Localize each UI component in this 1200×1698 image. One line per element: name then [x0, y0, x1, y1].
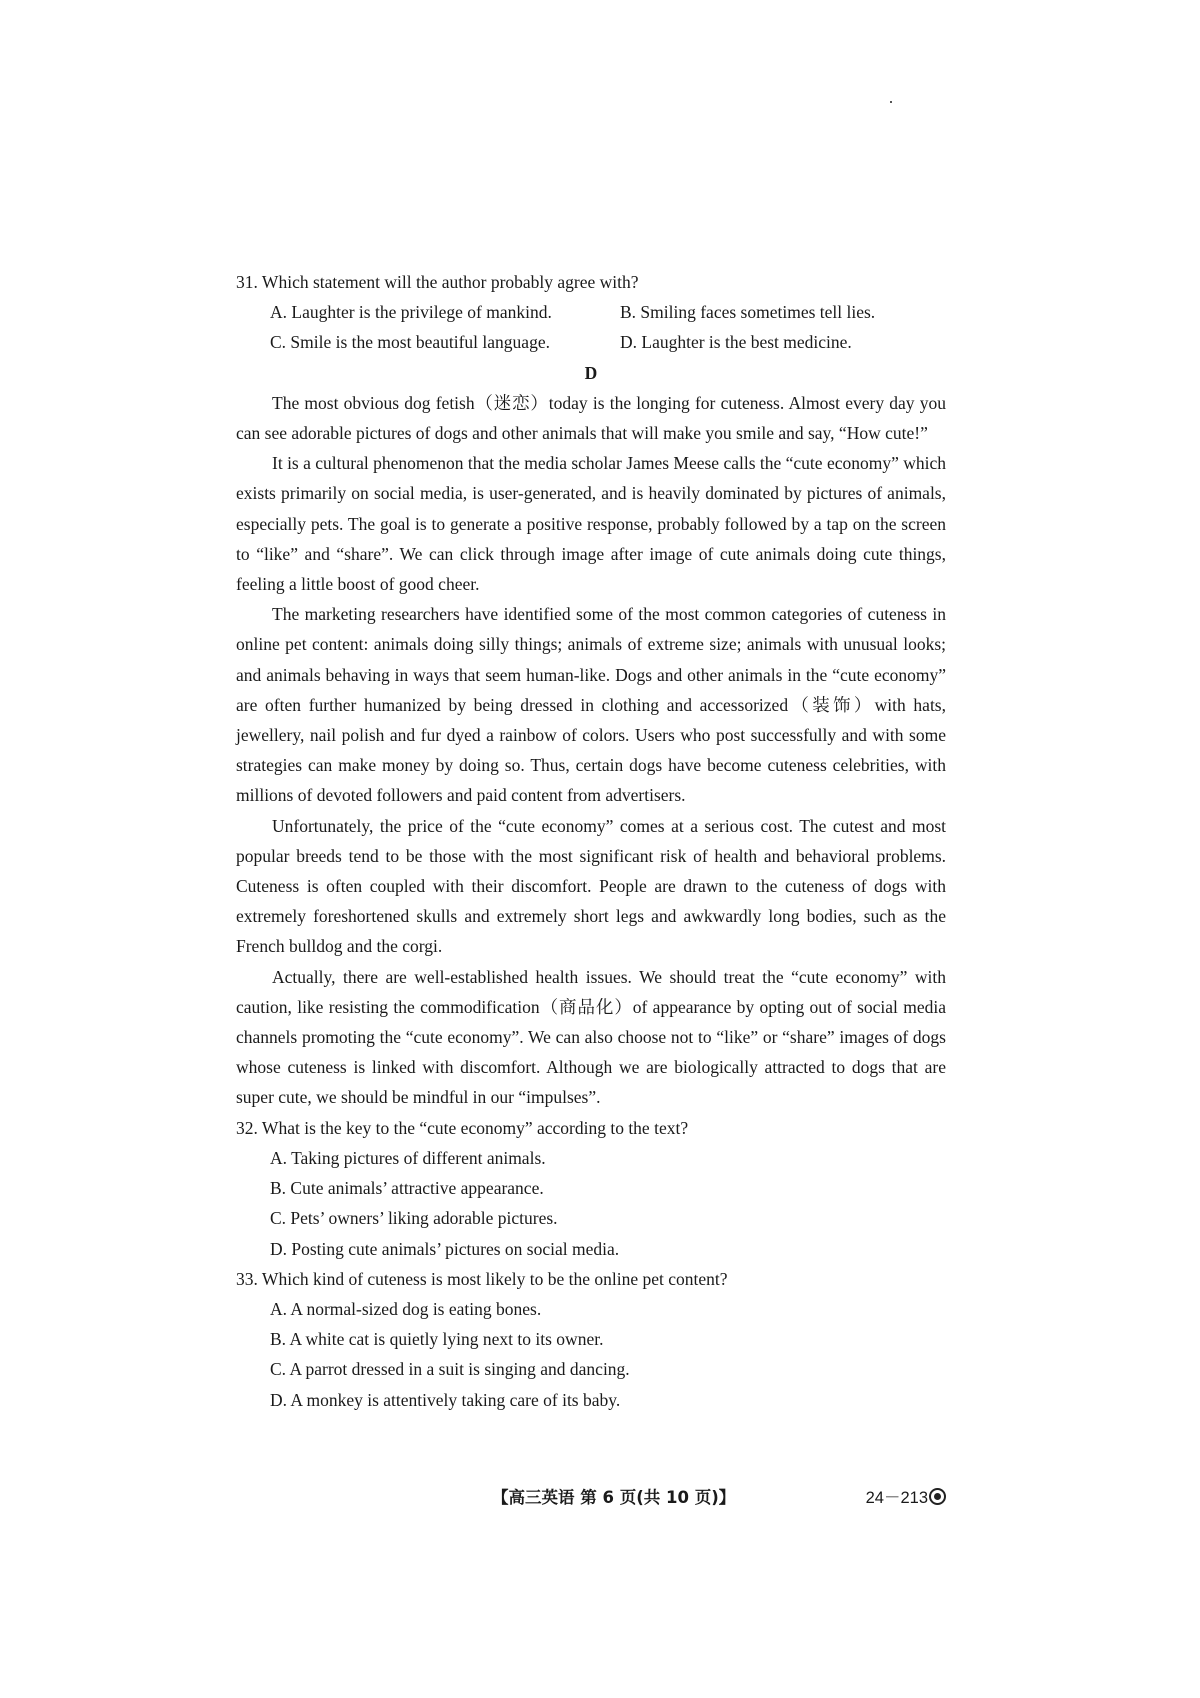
question-33-option-a: A. A normal-sized dog is eating bones.	[270, 1298, 542, 1319]
question-32-option-a: A. Taking pictures of different animals.	[270, 1147, 546, 1168]
question-33-option-d: D. A monkey is attentively taking care of its baby.	[270, 1389, 621, 1410]
question-33	[236, 1264, 946, 1415]
passage-section-label: D	[584, 362, 598, 383]
passage-paragraph: The most obvious dog fetish（迷恋）today is the longing for cuteness. Almost every day you can see adorable pictures of dogs and other animals that will make you smile and say, “How cute!”	[236, 392, 946, 444]
page-info: 【高三英语 第 6 页(共 10 页)】	[492, 1488, 736, 1507]
question-32-option-d: D. Posting cute animals’ pictures on social media.	[270, 1238, 620, 1259]
scan-speck	[890, 101, 892, 103]
passage-d	[236, 388, 946, 1113]
exam-content	[236, 267, 946, 1415]
exam-code-text: 24－213	[865, 1489, 928, 1507]
question-33-stem: 33. Which kind of cuteness is most likely to be the online pet content?	[236, 1268, 728, 1289]
passage-paragraph: Actually, there are well-established health issues. We should treat the “cute economy” with caution, like resisting the commodification（商品化）of appearance by opting out of social media channels promoting the “cute economy”. We can also choose not to “like” or “share” images of dogs whose cuteness is linked with discomfort. Although we are biologically attracted to dogs that are super cute, we should be mindful in our “impulses”.	[236, 966, 946, 1108]
question-32-option-c: C. Pets’ owners’ liking adorable pictures.	[270, 1208, 558, 1229]
circled-mark-icon	[929, 1488, 946, 1505]
question-31-option-c: C. Smile is the most beautiful language.	[270, 332, 550, 353]
question-31-option-a: A. Laughter is the privilege of mankind.	[270, 302, 552, 323]
question-31-stem: 31. Which statement will the author probably agree with?	[236, 272, 639, 292]
question-31-option-b: B. Smiling faces sometimes tell lies.	[620, 302, 876, 323]
question-31	[236, 267, 946, 358]
passage-paragraph: Unfortunately, the price of the “cute economy” comes at a serious cost. The cutest and most popular breeds tend to be those with the most significant risk of health and behavioral problems. Cuteness is often coupled with their discomfort. People are drawn to the cuteness of dogs with extremely foreshortened skulls and extremely short legs and awkwardly long bodies, such as the French bulldog and the corgi.	[236, 815, 946, 957]
question-32-stem: 32. What is the key to the “cute economy” according to the text?	[236, 1117, 689, 1138]
question-31-option-d: D. Laughter is the best medicine.	[620, 332, 852, 353]
question-32	[236, 1113, 946, 1264]
passage-paragraph: It is a cultural phenomenon that the media scholar James Meese calls the “cute economy” which exists primarily on social media, is user-generated, and is heavily dominated by pictures of animals, especially pets. The goal is to generate a positive response, probably followed by a tap on the screen to “like” and “share”. We can click through image after image of cute animals doing cute things, feeling a little boost of good cheer.	[236, 453, 946, 595]
question-31-options	[236, 297, 946, 357]
question-33-option-b: B. A white cat is quietly lying next to its owner.	[270, 1329, 604, 1350]
exam-code	[866, 1484, 946, 1508]
passage-paragraph: The marketing researchers have identified some of the most common categories of cuteness in online pet content: animals doing silly things; animals of extreme size; animals with unusual looks; and animals behaving in ways that seem human-like. Dogs and other animals in the “cute economy” are often further humanized by being dressed in clothing and accessorized（装饰）with hats, jewellery, nail polish and fur dyed a rainbow of colors. Users who post successfully and with some strategies can make money by doing so. Thus, certain dogs have become cuteness celebrities, with millions of devoted followers and paid content from advertisers.	[236, 604, 946, 806]
question-33-option-c: C. A parrot dressed in a suit is singing and dancing.	[270, 1359, 630, 1380]
question-32-option-b: B. Cute animals’ attractive appearance.	[270, 1178, 544, 1199]
